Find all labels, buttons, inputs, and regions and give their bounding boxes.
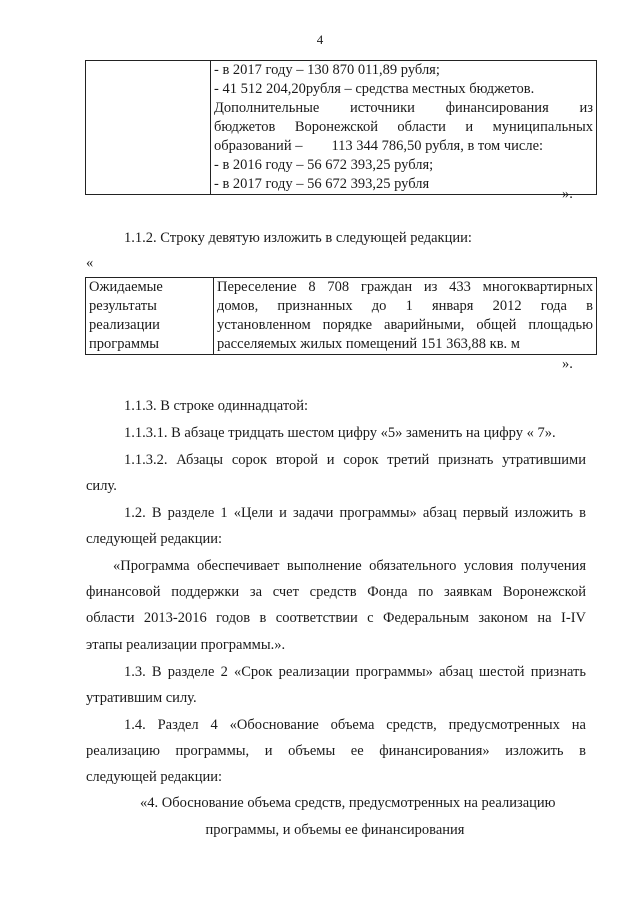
opening-quote: « xyxy=(86,255,94,271)
funding-line: - в 2016 году – 56 672 393,25 рубля; xyxy=(214,157,434,173)
value-line: Переселение 8 708 граждан из 433 многоквартирных xyxy=(217,279,593,295)
paragraph-1-2: 1.2. В разделе 1 «Цели и задачи программы» абзац первый изложить в xyxy=(124,505,586,521)
funding-line: - в 2017 году – 56 672 393,25 рубля xyxy=(214,176,430,192)
label-line: реализации xyxy=(89,317,160,333)
section-heading: программы, и объемы ее финансирования xyxy=(205,822,465,838)
funding-line: Дополнительные источники финансирования из xyxy=(214,100,593,116)
funding-line: - в 2017 году – 130 870 011,89 рубля; xyxy=(214,62,440,78)
label-line: программы xyxy=(89,336,159,352)
closing-quote: ». xyxy=(562,356,573,372)
paragraph-1-4-cont: реализацию программы, и объемы ее финансирования» изложить в xyxy=(86,743,586,759)
paragraph-1-2-cont: следующей редакции: xyxy=(86,531,223,547)
funding-details-cell xyxy=(211,61,597,195)
quote-line: финансовой поддержки за счет средств Фонда по заявкам Воронежской xyxy=(86,584,586,600)
paragraph-1-3-cont: утратившим силу. xyxy=(86,690,197,706)
paragraph-1-1-2: 1.1.2. Строку девятую изложить в следующей редакции: xyxy=(124,230,472,246)
paragraph-1-1-3-1: 1.1.3.1. В абзаце тридцать шестом цифру «5» заменить на цифру « 7». xyxy=(124,425,556,441)
paragraph-1-1-3: 1.1.3. В строке одиннадцатой: xyxy=(124,398,309,414)
funding-table-continuation xyxy=(85,60,597,195)
funding-line: образований – 113 344 786,50 рубля, в том числе: xyxy=(214,138,544,154)
page-number: 4 xyxy=(316,32,324,47)
expected-results-table xyxy=(85,277,597,355)
value-line: расселяемых жилых помещений 151 363,88 кв. м xyxy=(217,336,520,352)
quote-line: области 2013-2016 годов в соответствии с Федеральным законом на I-IV xyxy=(86,610,586,626)
label-line: результаты xyxy=(89,298,157,314)
expected-results-label-cell xyxy=(86,278,214,355)
section-heading: «4. Обоснование объема средств, предусмотренных на реализацию xyxy=(140,795,556,811)
paragraph-1-4: 1.4. Раздел 4 «Обоснование объема средств, предусмотренных на xyxy=(124,717,586,733)
value-line: установленном порядке аварийными, общей площадью xyxy=(217,317,593,333)
quote-line: этапы реализации программы.». xyxy=(86,637,286,653)
paragraph-1-3: 1.3. В разделе 2 «Срок реализации программы» абзац шестой признать xyxy=(124,664,586,680)
value-line: домов, признанных до 1 января 2012 года в xyxy=(217,298,593,314)
closing-quote: ». xyxy=(562,186,573,202)
funding-line: бюджетов Воронежской области и муниципальных xyxy=(214,119,593,135)
quote-line: «Программа обеспечивает выполнение обязательного условия получения xyxy=(113,558,586,574)
expected-results-value-cell xyxy=(214,278,597,355)
paragraph-1-4-cont: следующей редакции: xyxy=(86,769,223,785)
table-empty-cell xyxy=(86,61,211,195)
paragraph-1-1-3-2: 1.1.3.2. Абзацы сорок второй и сорок третий признать утратившими xyxy=(124,452,586,468)
label-line: Ожидаемые xyxy=(89,279,163,295)
paragraph-1-1-3-2-cont: силу. xyxy=(86,478,117,494)
funding-line: - 41 512 204,20рубля – средства местных бюджетов. xyxy=(214,81,535,97)
